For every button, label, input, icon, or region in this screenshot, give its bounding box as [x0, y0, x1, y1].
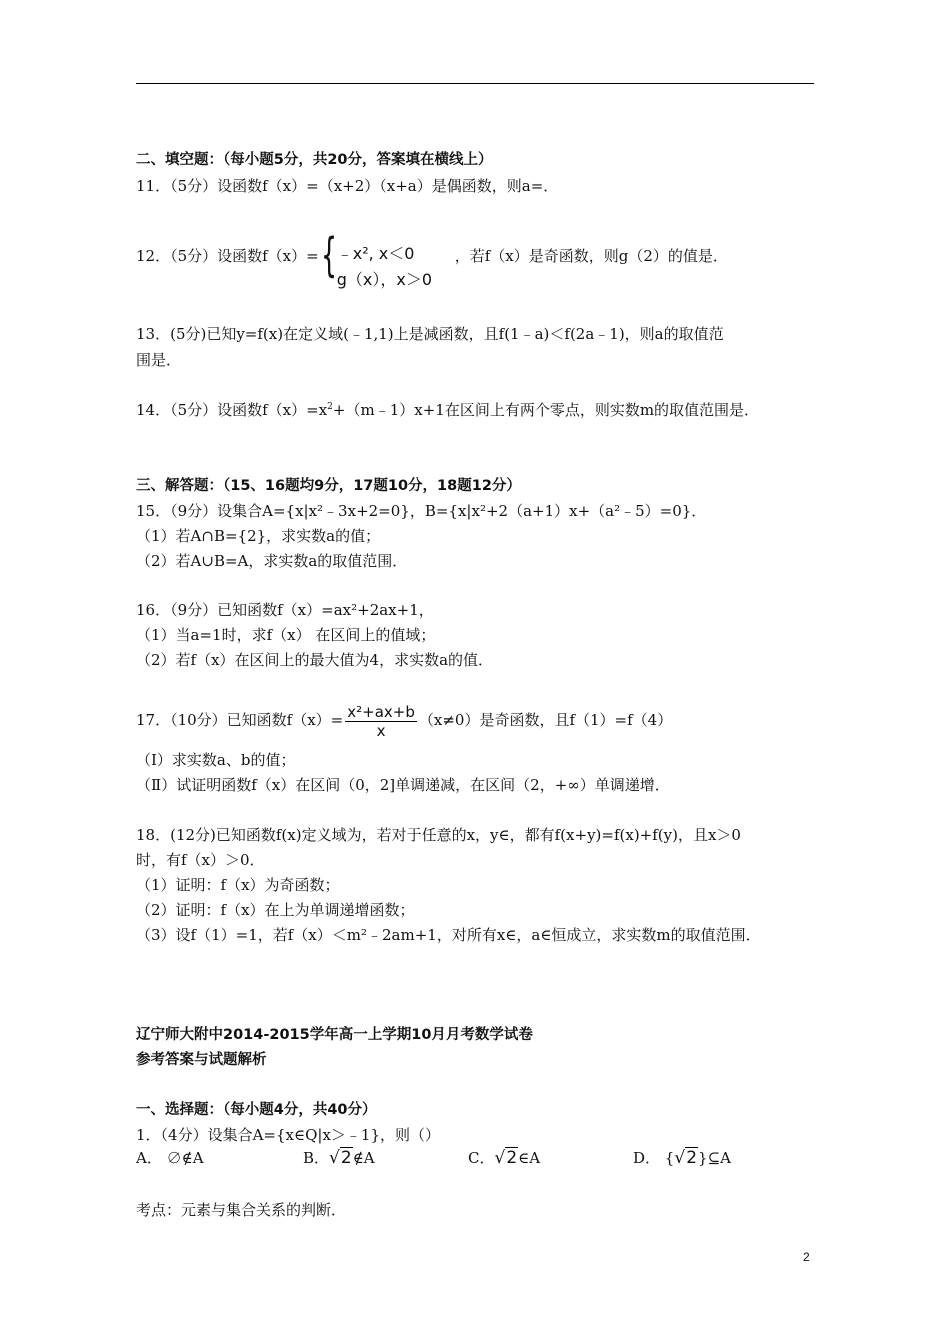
question-17-stem [136, 700, 672, 744]
option-d-radicand: 2 [686, 1148, 698, 1168]
option-b-radicand: 2 [340, 1148, 352, 1168]
option-b [303, 1148, 375, 1168]
answer-1-options [136, 1148, 814, 1172]
question-15-stem: 15．（9分）设集合A={x|x²﹣3x+2=0}，B={x|x²+2（a+1）x+（a²﹣5）=0}． [136, 502, 707, 520]
question-14-pre: 14．（5分）设函数f（x）=x [136, 401, 328, 419]
question-18-part-2: （2）证明：f（x）在上为单调递增函数； [136, 901, 415, 919]
kaodian-line: 考点：元素与集合关系的判断． [136, 1201, 347, 1219]
option-d-tail: ⊆A [707, 1149, 731, 1167]
question-18-line-2: 时，有f（x）＞0． [136, 851, 265, 869]
question-18-part-3: （3）设f（1）=1，若f（x）＜m²﹣2am+1，对所有x∈，a∈恒成立，求实数m的取值范围． [136, 926, 761, 944]
question-15-part-2: （2）若A∪B=A，求实数a的取值范围． [136, 552, 408, 570]
question-14 [136, 400, 759, 420]
question-14-post: +（m﹣1）x+1在区间上有两个零点，则实数m的取值范围是． [332, 401, 760, 419]
sqrt-icon: √2 [674, 1148, 698, 1168]
header-rule [136, 83, 814, 84]
question-17-pre: 17．（10分）已知函数f（x）= [136, 711, 344, 729]
answer-title: 辽宁师大附中2014-2015学年高一上学期10月月考数学试卷 [136, 1027, 533, 1043]
option-a: A． ∅∉A [136, 1149, 204, 1167]
question-16-stem: 16．（9分）已知函数f（x）=ax²+2ax+1， [136, 601, 434, 619]
option-b-label: B． [303, 1149, 330, 1167]
section-1-heading: 一、选择题：（每小题4分，共40分） [136, 1102, 377, 1118]
fraction-numerator: x²+ax+b [347, 702, 415, 721]
answer-1-stem: 1．（4分）设集合A={x∈Q|x＞﹣1}，则（） [136, 1126, 440, 1144]
question-17-post: （x≠0）是奇函数，且f（1）=f（4） [418, 711, 673, 729]
sqrt-icon: √2 [329, 1148, 352, 1168]
option-d-label: D． [633, 1149, 661, 1167]
fraction-denominator: x [376, 721, 386, 740]
sqrt-icon: √2 [494, 1148, 518, 1168]
question-17-part-1: （Ⅰ）求实数a、b的值； [136, 751, 296, 769]
option-c-label: C． [468, 1149, 495, 1167]
left-brace-icon: { [320, 228, 337, 282]
option-d: D． {√2}⊆A [633, 1148, 731, 1168]
question-12-pre: 12．（5分）设函数f（x）= [136, 247, 319, 265]
question-12-post: ，若f（x）是奇函数，则g（2）的值是． [454, 247, 728, 265]
question-18-line-1: 18．(12分)已知函数f(x)定义域为，若对于任意的x，y∈，都有f(x+y)=f(x)+f(y)，且x＞0 [136, 826, 741, 844]
answer-subtitle: 参考答案与试题解析 [136, 1052, 267, 1068]
question-15-part-1: （1）若A∩B={2}，求实数a的值； [136, 527, 381, 545]
page-number: 2 [803, 1250, 810, 1264]
piecewise-function [320, 228, 453, 289]
section-3-heading: 三、解答题：（15、16题均9分，17题10分，18题12分） [136, 478, 521, 494]
question-13-line-2: 围是． [136, 351, 182, 369]
piecewise-case-2: g（x），x＞0 [336, 270, 432, 289]
question-11: 11．（5分）设函数f（x）=（x+2）（x+a）是偶函数，则a=． [136, 177, 559, 195]
question-13-line-1: 13．(5分)已知y=f(x)在定义域(﹣1,1)上是减函数，且f(1﹣a)＜f(2a﹣1)，则a的取值范 [136, 325, 724, 343]
fraction [345, 703, 417, 740]
question-16-part-1: （1）当a=1时，求f（x） 在区间上的值域； [136, 626, 436, 644]
option-b-tail: ∉A [352, 1149, 375, 1167]
option-c-radicand: 2 [506, 1148, 518, 1168]
question-16-part-2: （2）若f（x）在区间上的最大值为4，求实数a的值． [136, 651, 494, 669]
piecewise-case-1: ﹣x², x＜0 [336, 244, 415, 263]
question-18-part-1: （1）证明：f（x）为奇函数； [136, 876, 340, 894]
question-12 [136, 228, 728, 289]
question-17-part-2: （Ⅱ）试证明函数f（x）在区间（0，2]单调递减，在区间（2，+∞）单调递增． [136, 776, 670, 794]
question-14-sup: 2 [327, 402, 333, 412]
option-c [468, 1148, 540, 1168]
section-2-heading: 二、填空题：（每小题5分，共20分，答案填在横线上） [136, 152, 493, 168]
option-c-tail: ∈A [518, 1149, 541, 1167]
